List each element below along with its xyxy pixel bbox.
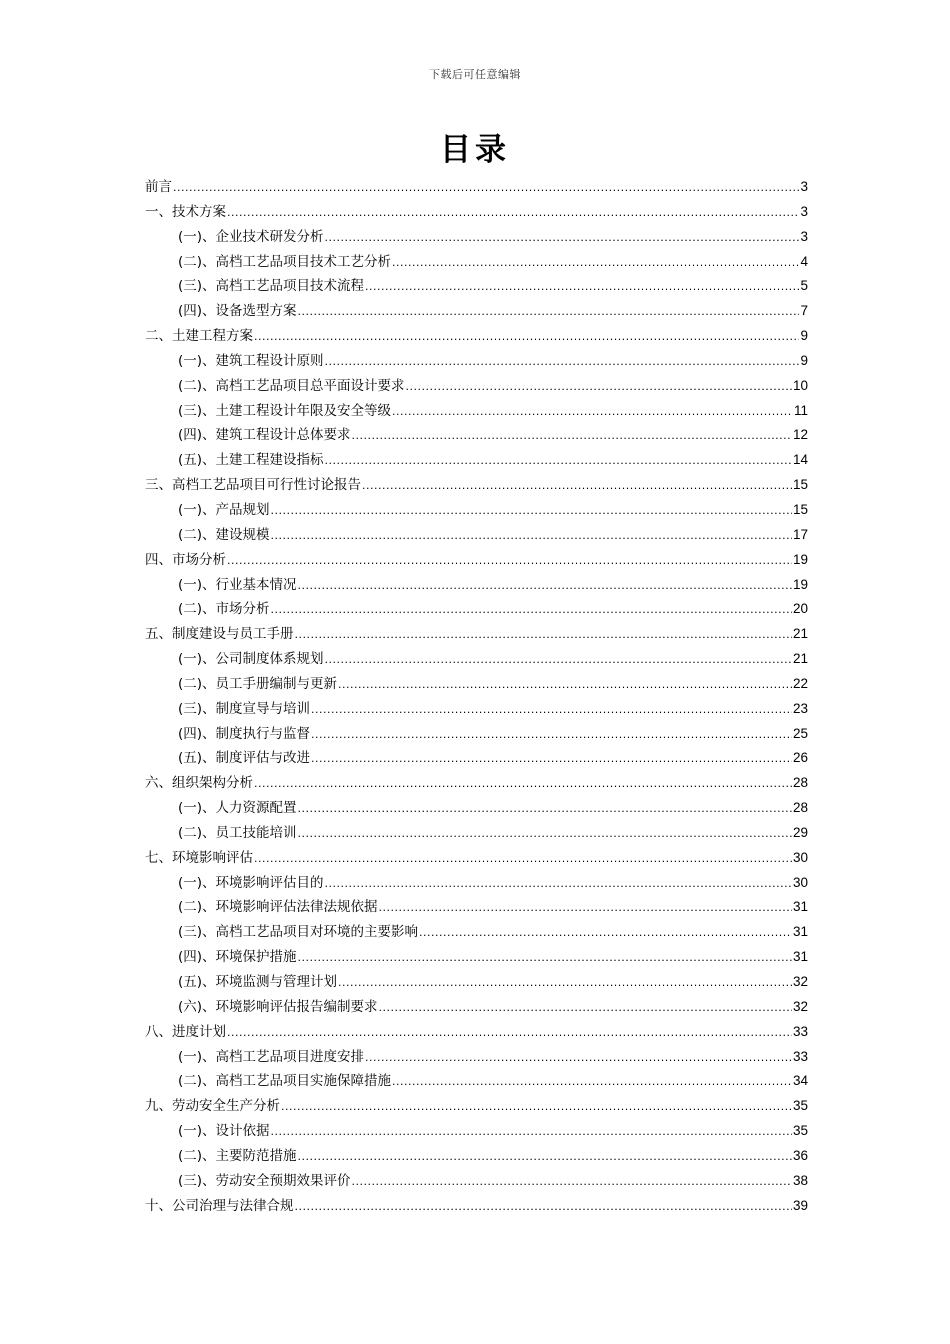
toc-entry-title: (二)、建设规模 xyxy=(178,526,270,543)
toc-page-number: 15 xyxy=(792,501,808,517)
toc-entry-title: (三)、高档工艺品项目技术流程 xyxy=(178,278,365,295)
toc-page-number: 5 xyxy=(800,278,808,294)
toc-page-number: 32 xyxy=(792,998,808,1014)
toc-entry-title: (一)、高档工艺品项目进度安排 xyxy=(178,1048,365,1065)
toc-entry[interactable] xyxy=(145,796,808,821)
toc-entry-title: (六)、环境影响评估报告编制要求 xyxy=(178,998,378,1015)
toc-page-number: 7 xyxy=(800,303,808,319)
toc-dot-leader xyxy=(362,473,792,499)
header-note: 下载后可任意编辑 xyxy=(429,68,521,81)
toc-entry-title: 六、组织架构分析 xyxy=(145,775,253,792)
toc-page-number: 30 xyxy=(792,849,808,865)
toc-dot-leader xyxy=(379,895,792,921)
toc-entry-title: (一)、设计依据 xyxy=(178,1123,270,1140)
toc-entry[interactable] xyxy=(145,324,808,349)
toc-dot-leader xyxy=(254,846,792,872)
toc-page-number: 30 xyxy=(792,874,808,890)
toc-dot-leader xyxy=(271,498,792,524)
toc-entry-title: 二、土建工程方案 xyxy=(145,328,253,345)
toc-dot-leader xyxy=(281,1094,792,1120)
toc-page-number: 35 xyxy=(792,1123,808,1139)
toc-entry[interactable] xyxy=(145,399,808,424)
toc-entry-title: (四)、设备选型方案 xyxy=(178,303,297,320)
toc-entry-title: 三、高档工艺品项目可行性讨论报告 xyxy=(145,477,361,494)
toc-dot-leader xyxy=(227,1020,792,1046)
toc-page-number: 28 xyxy=(792,775,808,791)
toc-entry[interactable] xyxy=(145,995,808,1020)
toc-entry[interactable] xyxy=(145,871,808,896)
toc-page-number: 9 xyxy=(800,352,808,368)
toc-entry[interactable] xyxy=(145,225,808,250)
toc-page-number: 15 xyxy=(792,477,808,493)
toc-entry-title: (三)、土建工程设计年限及安全等级 xyxy=(178,402,392,419)
toc-page-number: 29 xyxy=(792,824,808,840)
toc-entry[interactable] xyxy=(145,622,808,647)
toc-dot-leader xyxy=(271,597,792,623)
toc-page-number: 19 xyxy=(792,551,808,567)
toc-page-number: 12 xyxy=(792,427,808,443)
toc-entry[interactable] xyxy=(145,299,808,324)
toc-entry[interactable] xyxy=(145,573,808,598)
toc-entry-title: (一)、环境影响评估目的 xyxy=(178,874,324,891)
toc-entry-title: 八、进度计划 xyxy=(145,1023,226,1040)
toc-entry-title: (三)、制度宣导与培训 xyxy=(178,700,311,717)
toc-page-number: 33 xyxy=(792,1023,808,1039)
toc-entry[interactable] xyxy=(145,1194,808,1219)
toc-entry[interactable] xyxy=(145,970,808,995)
toc-page-number: 19 xyxy=(792,576,808,592)
toc-page-number: 10 xyxy=(792,377,808,393)
toc-entry[interactable] xyxy=(145,1045,808,1070)
toc-entry[interactable] xyxy=(145,1069,808,1094)
toc-entry[interactable] xyxy=(145,423,808,448)
toc-dot-leader xyxy=(379,995,792,1021)
toc-entry-title: (一)、公司制度体系规划 xyxy=(178,651,324,668)
toc-entry[interactable] xyxy=(145,200,808,225)
toc-entry-title: (一)、人力资源配置 xyxy=(178,800,297,817)
toc-entry-title: (二)、环境影响评估法律法规依据 xyxy=(178,899,378,916)
toc-entry[interactable] xyxy=(145,920,808,945)
toc-page-number: 11 xyxy=(793,402,808,418)
toc-entry[interactable] xyxy=(145,1144,808,1169)
toc-dot-leader xyxy=(419,920,792,946)
toc-page-number: 36 xyxy=(792,1147,808,1163)
toc-page-number: 31 xyxy=(792,899,808,915)
toc-dot-leader xyxy=(365,274,799,300)
toc-entry-title: 四、市场分析 xyxy=(145,551,226,568)
toc-entry[interactable] xyxy=(145,1169,808,1194)
toc-entry[interactable] xyxy=(145,473,808,498)
toc-entry[interactable] xyxy=(145,175,808,200)
toc-entry-title: 九、劳动安全生产分析 xyxy=(145,1098,280,1115)
page-title: 目录 xyxy=(440,132,510,168)
toc-entry[interactable] xyxy=(145,349,808,374)
toc-page-number: 3 xyxy=(800,179,808,194)
toc-dot-leader xyxy=(311,697,792,723)
toc-dot-leader xyxy=(298,299,800,325)
table-of-contents xyxy=(145,175,808,1218)
toc-entry[interactable] xyxy=(145,374,808,399)
toc-dot-leader xyxy=(392,1069,792,1095)
toc-entry-title: 一、技术方案 xyxy=(145,203,226,220)
toc-entry-title: (三)、高档工艺品项目对环境的主要影响 xyxy=(178,924,419,941)
toc-entry-title: (一)、行业基本情况 xyxy=(178,576,297,593)
toc-dot-leader xyxy=(295,1194,792,1220)
toc-entry[interactable] xyxy=(145,697,808,722)
toc-dot-leader xyxy=(325,647,792,673)
toc-entry-title: (四)、建筑工程设计总体要求 xyxy=(178,427,351,444)
toc-entry[interactable] xyxy=(145,1020,808,1045)
toc-entry-title: (五)、环境监测与管理计划 xyxy=(178,974,338,990)
toc-entry[interactable] xyxy=(145,672,808,697)
toc-entry[interactable] xyxy=(145,722,808,747)
toc-dot-leader xyxy=(227,200,799,226)
toc-entry-title: (五)、土建工程建设指标 xyxy=(178,452,324,469)
toc-entry-title: 十、公司治理与法律合规 xyxy=(145,1197,294,1214)
toc-page-number: 14 xyxy=(792,452,808,468)
toc-page-number: 4 xyxy=(800,253,808,269)
toc-dot-leader xyxy=(406,374,792,400)
toc-entry[interactable] xyxy=(145,1119,808,1144)
toc-dot-leader xyxy=(311,746,792,772)
toc-dot-leader xyxy=(365,1045,792,1071)
toc-dot-leader xyxy=(254,771,792,797)
toc-entry-title: (四)、环境保护措施 xyxy=(178,949,297,966)
toc-entry-title: (一)、建筑工程设计原则 xyxy=(178,352,324,369)
toc-page-number: 34 xyxy=(792,1073,808,1089)
toc-page-number: 25 xyxy=(792,725,808,741)
toc-dot-leader xyxy=(298,573,792,599)
toc-dot-leader xyxy=(392,250,799,276)
toc-entry[interactable] xyxy=(145,597,808,622)
toc-entry[interactable] xyxy=(145,771,808,796)
toc-entry-title: (二)、员工手册编制与更新 xyxy=(178,675,338,692)
toc-dot-leader xyxy=(254,324,799,350)
toc-entry-title: (一)、产品规划 xyxy=(178,501,270,518)
toc-page-number: 9 xyxy=(800,328,808,344)
toc-dot-leader xyxy=(352,1169,792,1195)
toc-entry[interactable] xyxy=(145,746,808,771)
toc-dot-leader xyxy=(392,399,793,425)
toc-page-number: 35 xyxy=(792,1098,808,1114)
toc-dot-leader xyxy=(227,548,792,574)
toc-entry[interactable] xyxy=(145,895,808,920)
toc-entry-title: (四)、制度执行与监督 xyxy=(178,725,311,742)
toc-entry[interactable] xyxy=(145,548,808,573)
toc-page-number: 33 xyxy=(792,1048,808,1064)
toc-dot-leader xyxy=(298,796,792,822)
toc-entry-title: (二)、市场分析 xyxy=(178,601,270,618)
toc-page-number: 3 xyxy=(800,203,808,219)
toc-entry-title: (二)、高档工艺品项目总平面设计要求 xyxy=(178,377,405,394)
toc-entry-title: 七、环境影响评估 xyxy=(145,849,253,866)
toc-page-number: 22 xyxy=(792,675,808,691)
toc-entry[interactable] xyxy=(145,498,808,523)
toc-dot-leader xyxy=(325,871,792,897)
toc-page-number: 31 xyxy=(792,949,808,965)
toc-page-number: 21 xyxy=(792,651,808,667)
toc-dot-leader xyxy=(298,821,792,847)
toc-entry-title: 五、制度建设与员工手册 xyxy=(145,626,294,643)
toc-entry-title: (二)、高档工艺品项目实施保障措施 xyxy=(178,1073,392,1090)
toc-entry-title: (二)、高档工艺品项目技术工艺分析 xyxy=(178,253,392,270)
toc-page-number: 39 xyxy=(792,1197,808,1213)
toc-entry-title: (三)、劳动安全预期效果评价 xyxy=(178,1172,351,1189)
toc-dot-leader xyxy=(298,1144,792,1170)
toc-dot-leader xyxy=(338,672,792,698)
toc-dot-leader xyxy=(298,945,792,971)
toc-page-number: 38 xyxy=(792,1172,808,1188)
toc-entry[interactable] xyxy=(145,448,808,473)
toc-page-number: 3 xyxy=(800,228,808,244)
toc-dot-leader xyxy=(338,970,792,996)
toc-page-number: 32 xyxy=(792,974,808,989)
toc-entry-title: (一)、企业技术研发分析 xyxy=(178,228,324,245)
toc-entry[interactable] xyxy=(145,821,808,846)
toc-page-number: 31 xyxy=(792,924,808,940)
toc-entry-title: (二)、员工技能培训 xyxy=(178,824,297,841)
toc-dot-leader xyxy=(325,349,800,375)
toc-dot-leader xyxy=(173,175,799,201)
toc-entry[interactable] xyxy=(145,846,808,871)
toc-entry-title: 前言 xyxy=(145,179,172,195)
toc-entry[interactable] xyxy=(145,274,808,299)
toc-entry[interactable] xyxy=(145,945,808,970)
toc-dot-leader xyxy=(271,1119,792,1145)
toc-dot-leader xyxy=(271,523,792,549)
toc-entry[interactable] xyxy=(145,523,808,548)
toc-page-number: 26 xyxy=(792,750,808,766)
toc-dot-leader xyxy=(325,448,792,474)
toc-page-number: 21 xyxy=(792,626,808,642)
toc-dot-leader xyxy=(352,423,792,449)
toc-page-number: 17 xyxy=(792,526,808,542)
toc-dot-leader xyxy=(325,225,800,251)
toc-page-number: 23 xyxy=(792,700,808,716)
toc-entry-title: (二)、主要防范措施 xyxy=(178,1147,297,1164)
toc-entry[interactable] xyxy=(145,1094,808,1119)
toc-page-number: 20 xyxy=(792,601,808,617)
toc-page-number: 28 xyxy=(792,800,808,816)
toc-entry[interactable] xyxy=(145,250,808,275)
toc-dot-leader xyxy=(311,722,792,748)
toc-entry-title: (五)、制度评估与改进 xyxy=(178,750,311,767)
toc-entry[interactable] xyxy=(145,647,808,672)
toc-dot-leader xyxy=(295,622,792,648)
